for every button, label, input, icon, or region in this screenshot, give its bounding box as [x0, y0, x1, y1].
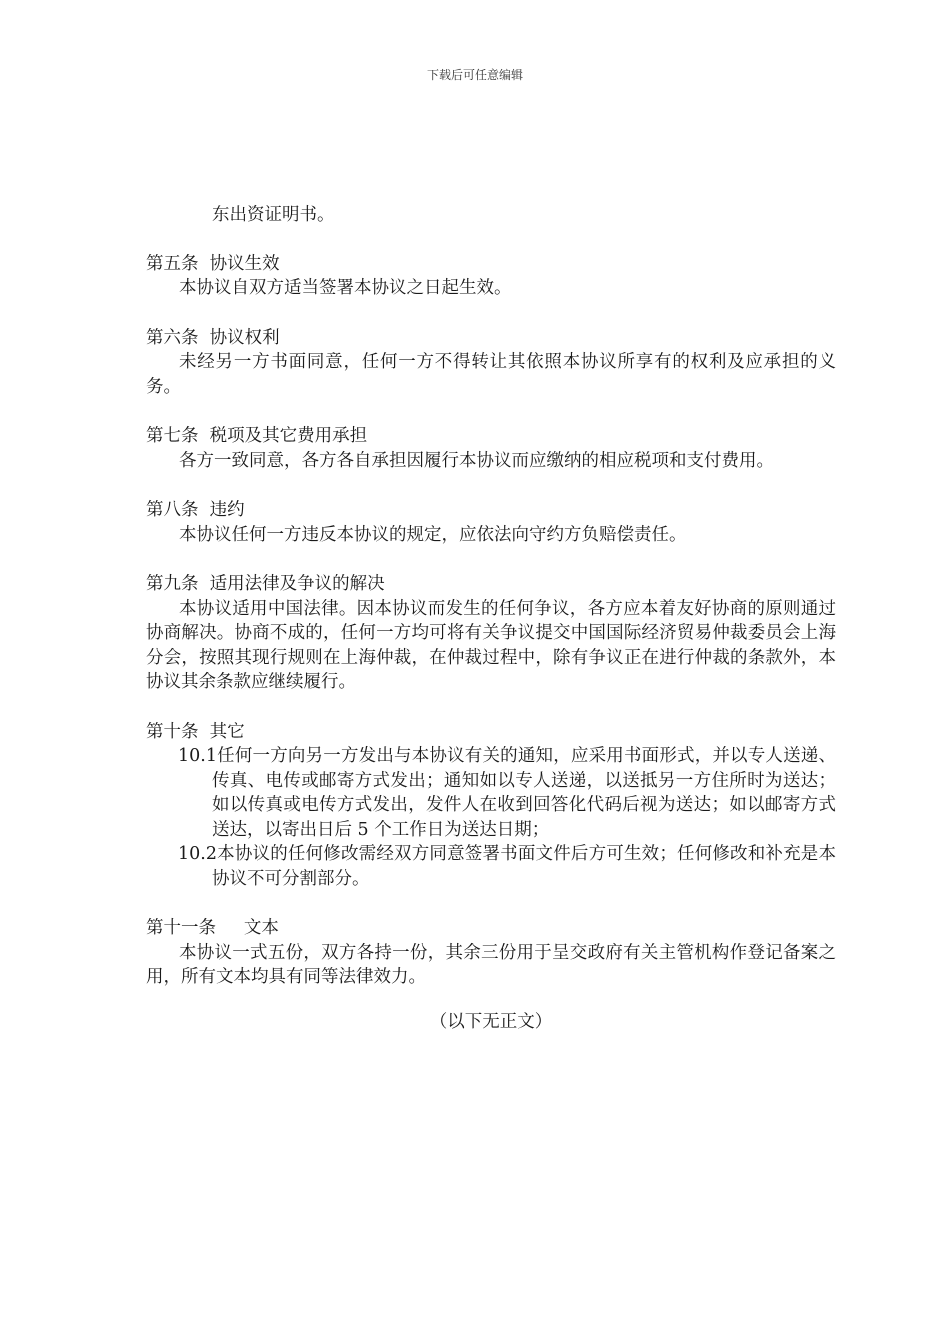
article-paragraph: 未经另一方书面同意，任何一方不得转让其依照本协议所享有的权利及应承担的义务。	[146, 352, 836, 397]
article-9	[146, 572, 836, 695]
article-item: 10.1任何一方向另一方发出与本协议有关的通知，应采用书面形式，并以专人送递、传真、电传或邮寄方式发出；通知如以专人送递，以送抵另一方住所时为送达；如以传真或电传方式发出，发件人在收到回答化代码后视为送达；如以邮寄方式送达，以寄出日后 5 个工作日为送达日期；	[178, 746, 836, 840]
article-paragraph: 本协议一式五份，双方各持一份，其余三份用于呈交政府有关主管机构作登记备案之用，所有文本均具有同等法律效力。	[146, 942, 836, 987]
article-heading: 第十条 其它	[146, 721, 245, 742]
article-paragraph: 各方一致同意，各方各自承担因履行本协议而应缴纳的相应税项和支付费用。	[179, 450, 774, 471]
article-5	[146, 252, 836, 301]
article-paragraph: 本协议适用中国法律。因本协议而发生的任何争议，各方应本着友好协商的原则通过协商解决。协商不成的，任何一方均可将有关争议提交中国国际经济贸易仲裁委员会上海分会，按照其现行规则在上海仲裁，在仲裁过程中，除有争议正在进行仲裁的条款外，本协议其余条款应继续履行。	[146, 598, 836, 692]
article-heading: 第八条 违约	[146, 500, 245, 520]
article-heading: 第七条 税项及其它费用承担	[146, 426, 368, 446]
article-paragraph: 本协议任何一方违反本协议的规定，应依法向守约方负赔偿责任。	[179, 524, 687, 545]
end-of-text-note: （以下无正文）	[429, 1011, 553, 1032]
article-8	[146, 498, 836, 547]
article-paragraph: 本协议自双方适当签署本协议之日起生效。	[179, 278, 512, 298]
article-heading: 第五条 协议生效	[146, 253, 280, 274]
article-heading: 第九条 适用法律及争议的解决	[146, 574, 385, 594]
document-body	[146, 203, 836, 1034]
article-11	[146, 916, 836, 990]
article-heading: 第十一条 文本	[146, 918, 279, 938]
article-7	[146, 424, 836, 473]
page-header-note: 下载后可任意编辑	[426, 68, 523, 82]
article-item: 10.2本协议的任何修改需经双方同意签署书面文件后方可生效；任何修改和补充是本协议不可分割部分。	[178, 844, 836, 889]
continuation-text: 东出资证明书。	[212, 205, 335, 225]
article-10	[146, 720, 836, 892]
article-6	[146, 326, 836, 400]
article-heading: 第六条 协议权利	[146, 327, 280, 348]
